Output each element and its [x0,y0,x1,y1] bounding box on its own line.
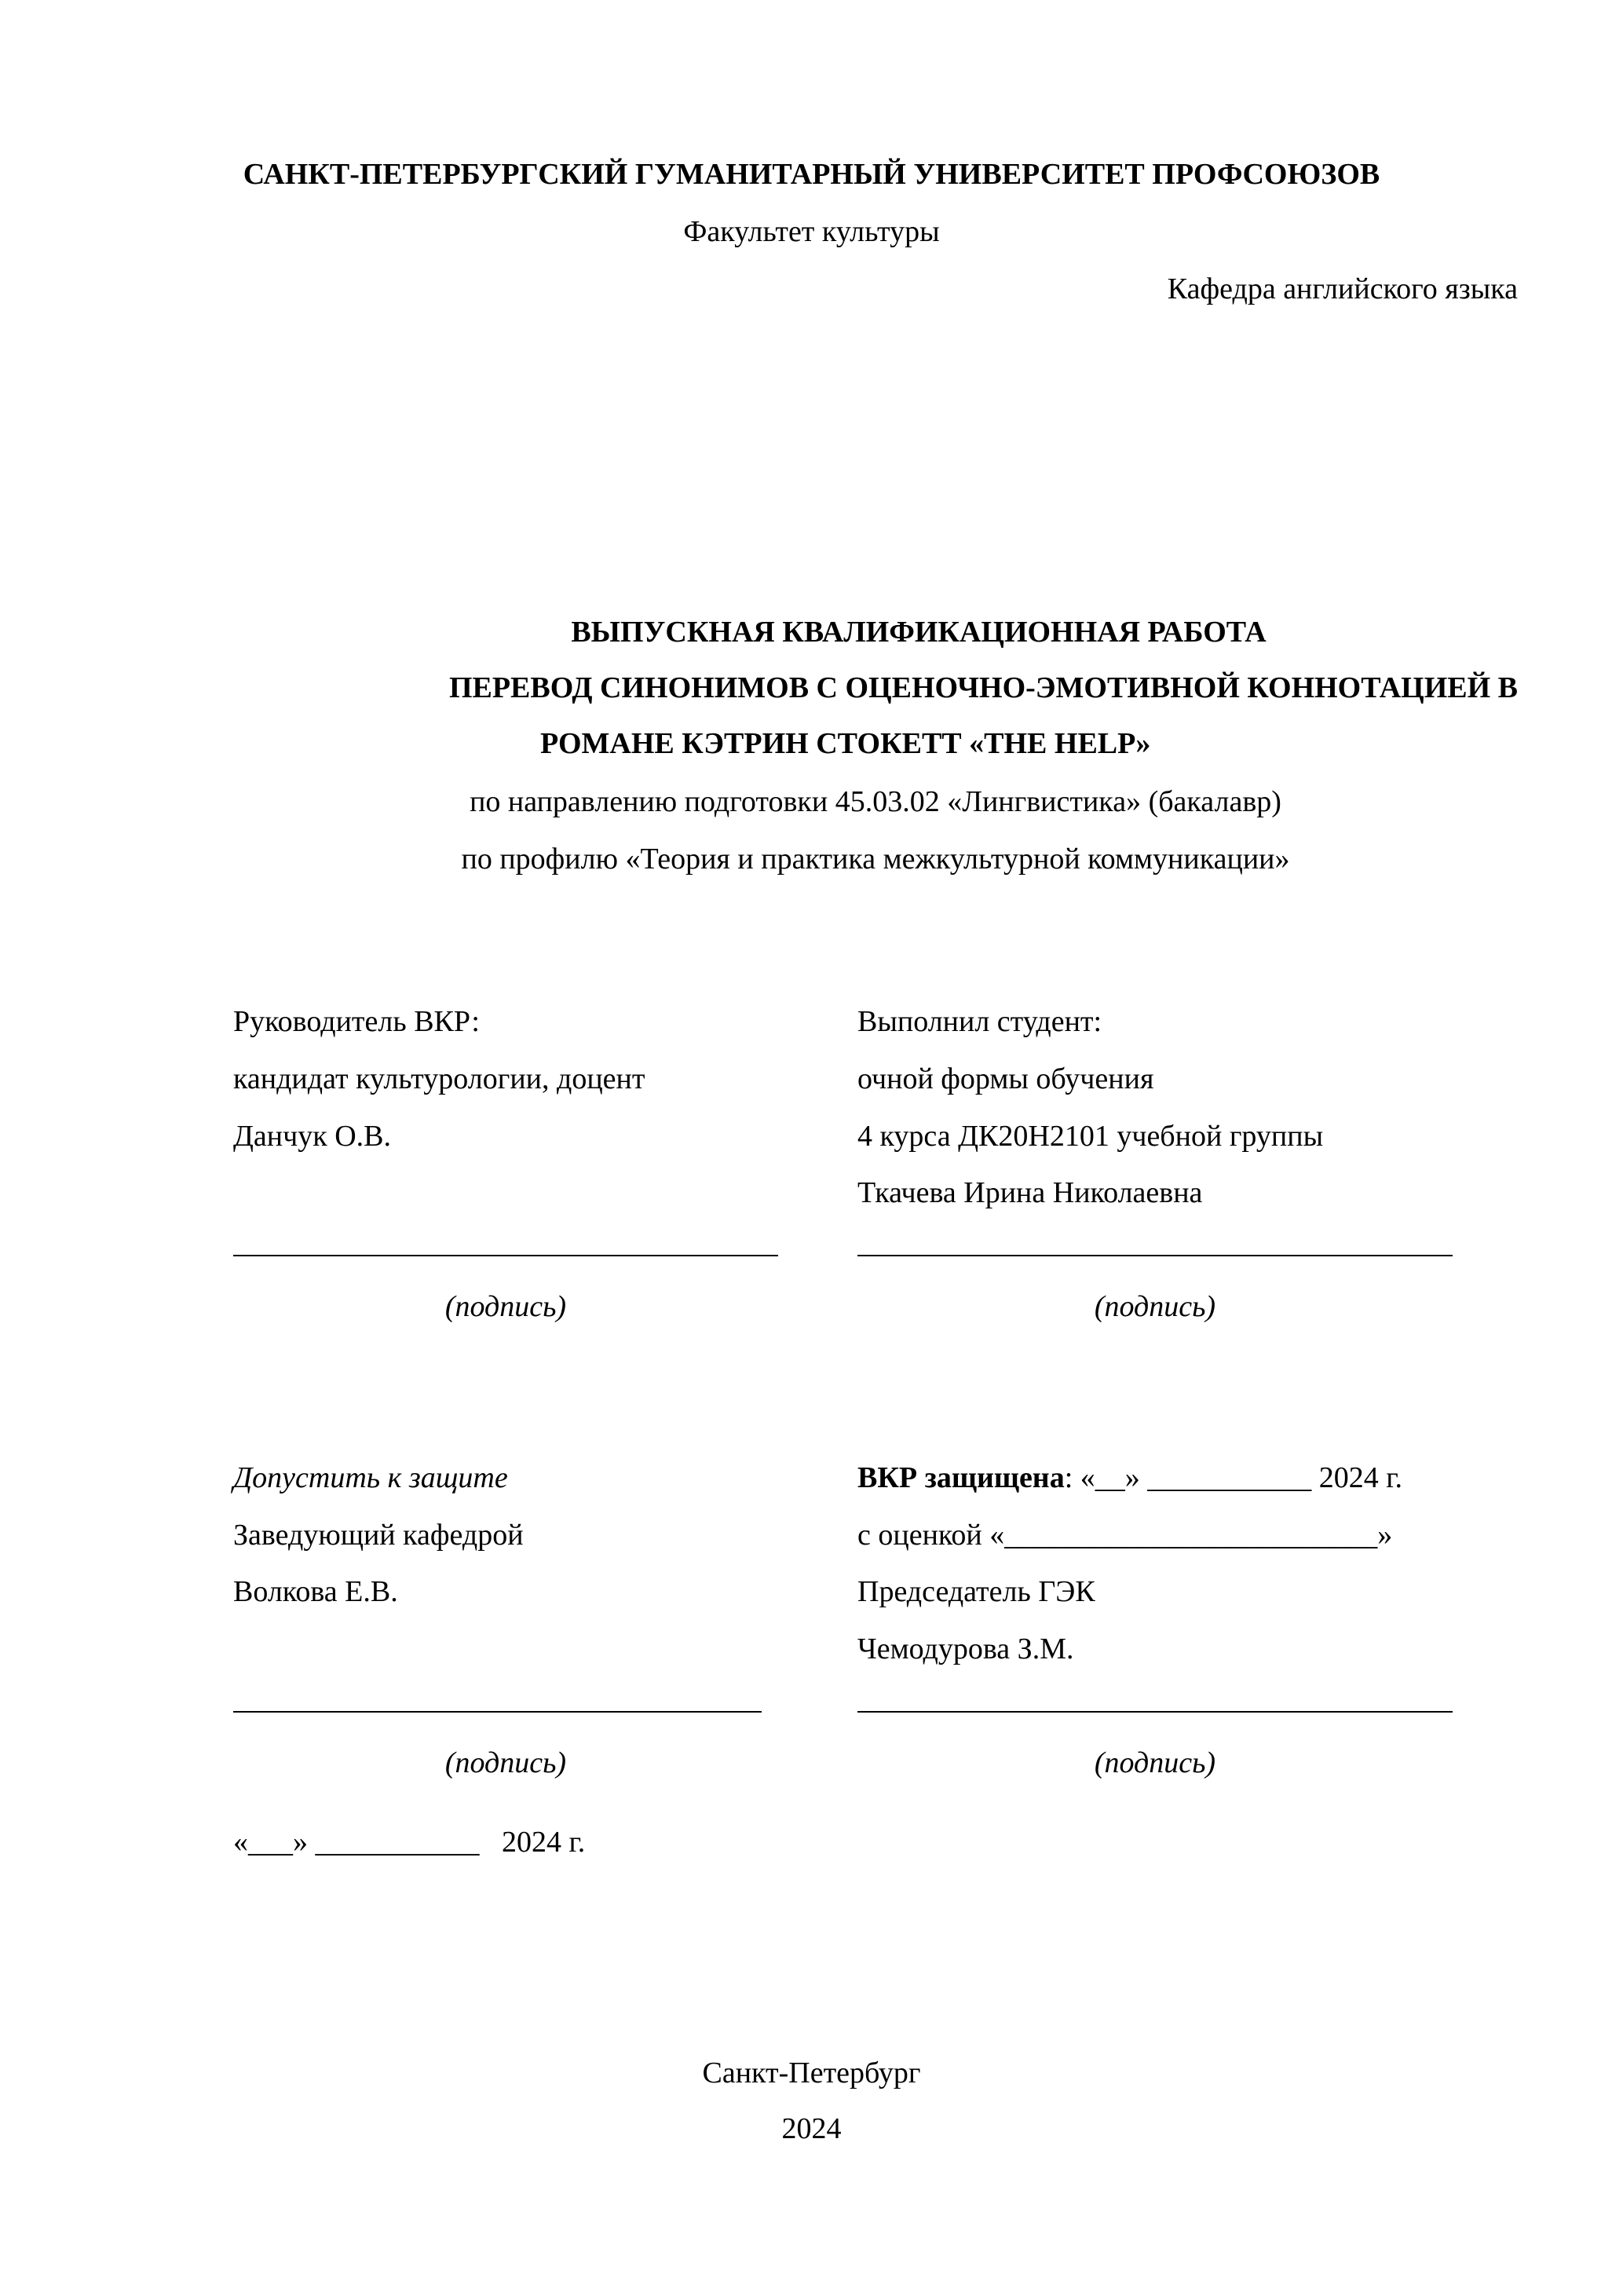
student-name: Ткачева Ирина Николаевна [857,1176,1203,1209]
defense-status [857,1461,1402,1495]
commission-chair-signature-line [857,1711,1453,1713]
supervisor-degree: кандидат культурологии, доцент [233,1062,645,1095]
supervisor-name: Данчук О.В. [233,1120,391,1153]
department: Кафедра английского языка [1167,272,1518,305]
defense-label: ВКР защищена [857,1461,1065,1494]
study-profile: по профилю «Теория и практика межкультурной коммуникации» [461,843,1290,876]
student-form: очной формы обучения [857,1062,1154,1095]
commission-chair-signature-caption: (подпись) [1094,1746,1216,1779]
department-head-name: Волкова Е.В. [233,1575,398,1608]
topic-line-2: РОМАНЕ КЭТРИН СТОКЕТТ «THE HELP» [540,727,1151,760]
year: 2024 [781,2112,842,2145]
commission-chair-name: Чемодурова З.М. [857,1632,1074,1665]
city: Санкт-Петербург [702,2057,921,2089]
study-direction: по направлению подготовки 45.03.02 «Лингвистика» (бакалавр) [470,785,1281,818]
admission-date: «___» ___________ 2024 г. [233,1826,586,1859]
department-head-signature-line [233,1711,762,1713]
student-signature-line [857,1255,1453,1256]
supervisor-signature-line [233,1255,778,1256]
faculty: Факультет культуры [683,215,940,248]
topic-line-1: ПЕРЕВОД СИНОНИМОВ С ОЦЕНОЧНО-ЭМОТИВНОЙ КОННОТАЦИЕЙ В [448,671,1518,704]
supervisor-signature-caption: (подпись) [444,1290,567,1323]
defense-grade: с оценкой «_________________________» [857,1519,1393,1552]
student-group: 4 курса ДК20Н2101 учебной группы [857,1120,1324,1153]
student-label: Выполнил студент: [857,1005,1102,1038]
work-type: ВЫПУСКНАЯ КВАЛИФИКАЦИОННАЯ РАБОТА [571,616,1267,649]
department-head-role: Заведующий кафедрой [233,1519,524,1552]
department-head-signature-caption: (подпись) [444,1746,567,1779]
defense-date: : «__» ___________ 2024 г. [1064,1461,1403,1494]
commission-chair-role: Председатель ГЭК [857,1575,1095,1608]
university-name: САНКТ-ПЕТЕРБУРГСКИЙ ГУМАНИТАРНЫЙ УНИВЕРСИТЕТ ПРОФСОЮЗОВ [243,158,1380,191]
student-signature-caption: (подпись) [1094,1290,1216,1323]
supervisor-label: Руководитель ВКР: [233,1005,480,1038]
admission-label: Допустить к защите [233,1461,508,1494]
